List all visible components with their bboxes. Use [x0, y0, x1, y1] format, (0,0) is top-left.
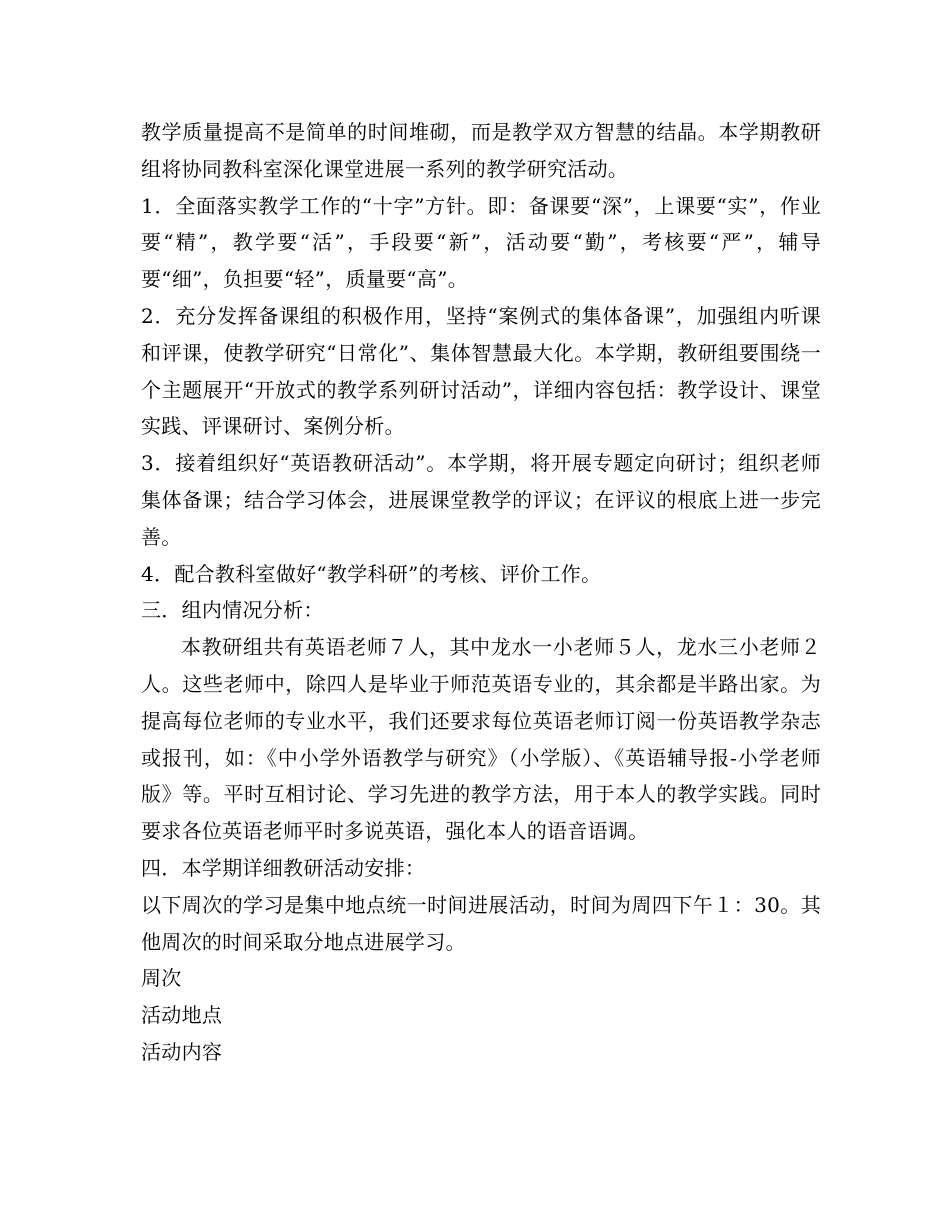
table-header-week: 周次 [141, 966, 182, 991]
document-body [141, 114, 821, 1071]
intro-paragraph: 教学质量提高不是简单的时间堆砌，而是教学双方智慧的结晶。本学期教研组将协同教科室深化课堂进展一系列的教学研究活动。 [141, 120, 821, 181]
list-item-4: 4．配合教科室做好“教学科研”的考核、评价工作。 [141, 561, 602, 586]
list-item-3: 3．接着组织好“英语教研活动”。本学期，将开展专题定向研讨；组织老师集体备课；结合学习体会，进展课堂教学的评议；在评议的根底上进一步完善。 [141, 451, 821, 549]
section-3-heading: 三．组内情况分析： [141, 598, 324, 623]
table-header-content: 活动内容 [141, 1039, 223, 1064]
section-4-body: 以下周次的学习是集中地点统一时间进展活动，时间为周四下午１：30。其他周次的时间采取分地点进展学习。 [141, 892, 821, 954]
section-4-heading: 四．本学期详细教研活动安排： [141, 855, 426, 880]
list-item-1: 1．全面落实教学工作的“十字”方针。即：备课要“深”，上课要“实”，作业要“精”，教学要“活”，手段要“新”，活动要“勤”，考核要“严”，辅导要“细”，负担要“轻”，质量要“高”。 [141, 193, 821, 292]
section-3-body: 本教研组共有英语老师７人，其中龙水一小老师５人，龙水三小老师２人。这些老师中，除四人是毕业于师范英语专业的，其余都是半路出家。为提高每位老师的专业水平，我们还要求每位英语老师订阅一份英语教学杂志或报刊，如：《中小学外语教学与研究》（小学版）、《英语辅导报-小学老师版》等。平时互相讨论、学习先进的教学方法，用于本人的教学实践。同时要求各位英语老师平时多说英语，强化本人的语音语调。 [141, 635, 821, 844]
table-header-location: 活动地点 [141, 1003, 223, 1028]
list-item-2: 2．充分发挥备课组的积极作用，坚持“案例式的集体备课”，加强组内听课和评课，使教学研究“日常化”、集体智慧最大化。本学期，教研组要围绕一个主题展开“开放式的教学系列研讨活动”，详细内容包括：教学设计、课堂实践、评课研讨、案例分析。 [141, 303, 821, 439]
